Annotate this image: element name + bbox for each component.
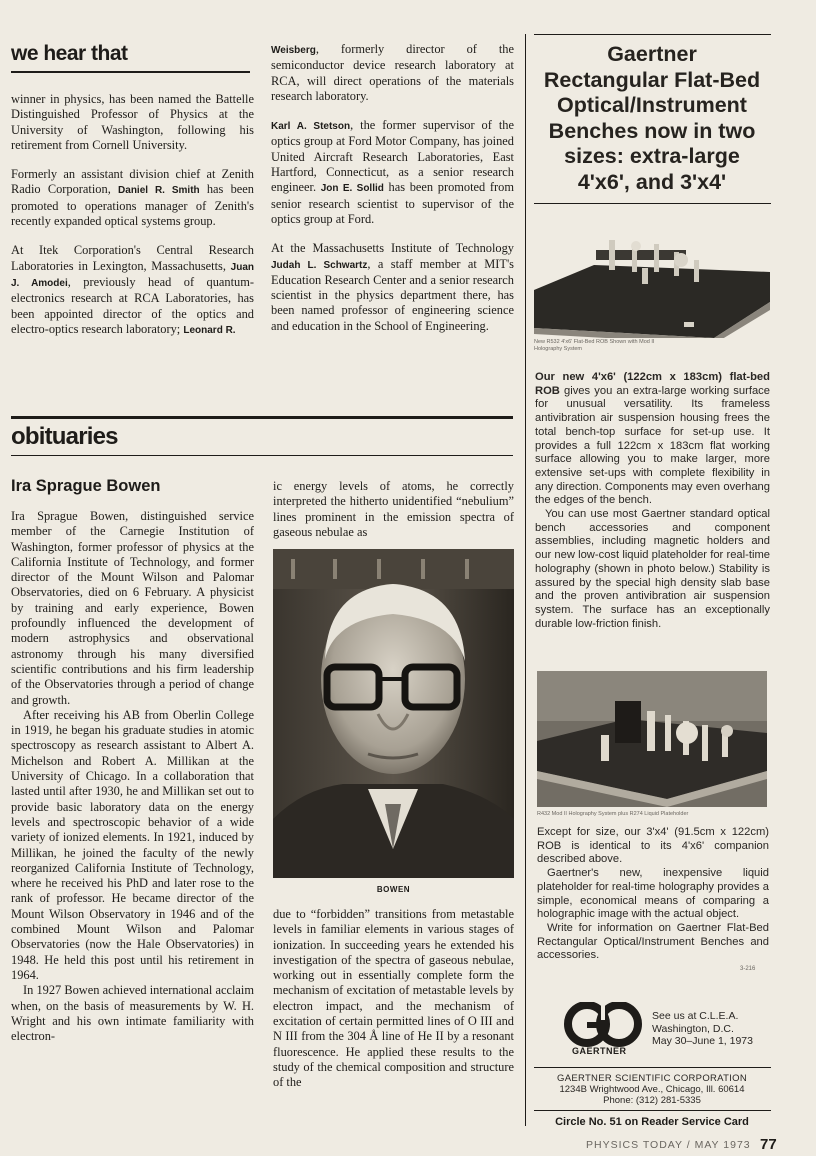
ad-lead: Our new 4'x6' (122cm x 183cm) flat-bed ROB xyxy=(535,371,770,397)
ad-code: 3-216 xyxy=(740,966,756,972)
heading-rule xyxy=(11,71,250,73)
show-info xyxy=(652,1010,753,1048)
journal-footer: PHYSICS TODAY / MAY 1973 xyxy=(586,1139,751,1151)
show-line: Washington, D.C. xyxy=(652,1022,734,1035)
news-item: Karl A. Stetson, the former supervisor of the optics group at Ford Motor Company, has joined United Aircraft Research Laboratories, East Hartford, Connecticut, as a senior research engineer. Jon E. Sollid has been promoted from senior research scientist to supervisor of the optics group at Ford. xyxy=(271,118,514,226)
photo1-caption: New R532 4'x6' Flat-Bed ROB Shown with Mod II Holography System xyxy=(534,339,655,352)
obituaries-heading: obituaries xyxy=(11,423,118,450)
headline-line: 4'x6', and 3'x4' xyxy=(577,169,727,194)
logo-wordmark: GAERTNER xyxy=(572,1046,627,1056)
address-rule xyxy=(534,1067,771,1068)
obituary-column-1 xyxy=(11,509,254,1044)
portrait-image xyxy=(273,549,514,878)
headline-line: sizes: extra-large xyxy=(564,144,740,168)
news-item: winner in physics, has been named the Battelle Distinguished Professor of Physics at the University of Washington, following his retirement from Cornell University. xyxy=(11,92,254,152)
obituary-paragraph: In 1927 Bowen achieved international acclaim when, on the basis of measurements by W. H. Wright and his own intimate familiarity with electron- xyxy=(11,983,254,1044)
person-name: Judah L. Schwartz xyxy=(271,259,368,271)
obituaries-underline xyxy=(11,455,513,456)
obituary-paragraph: After receiving his AB from Oberlin College in 1919, he began his graduate studies in atomic spectroscopy as research assistant to Albert A. Michelson and Robert A. Millikan at the University of Chicago. In a collaboration that lasted until after 1930, he and Millikan set out to provide basic laboratory data on the energy levels and spectroscopic behavior of a wide variety of ionized elements. In 1921, induced by Millikan, he joined the faculty of the newly reorganized California Institute of Technology, where he received his PhD and later rose to the rank of professor. He became director of the Mount Wilson Observatory in 1946 and of the combined Mount Wilson and Palomar Observatories (now the Hale Observatories) in 1948. He held this post until his retirement in 1964. xyxy=(11,707,254,982)
headline-line: Rectangular Flat-Bed xyxy=(543,67,761,92)
ad-paragraph: Our new 4'x6' (122cm x 183cm) flat-bed ROB gives you an extra-large working surface for unusual versatility. Its frameless antivibration air suspension housing frees the total bench-top surface for set-up use. It provides a full 122cm x 183cm flat working surface allowing you to make larger, more extensive set-ups with complete flexibility in any direction. Components may even overhang the edges of the bench. xyxy=(535,371,770,507)
section-heading: we hear that xyxy=(11,42,128,65)
company-address xyxy=(534,1073,770,1106)
person-name: Juan J. Amodei xyxy=(11,261,254,289)
news-item: At Itek Corporation's Central Research Laboratories in Lexington, Massachusetts, Juan J. Amodei, previously head of quantum-electronics research at RCA Laboratories, has been appointed director of the optics and electro-optics research laboratory; Leonard R. xyxy=(11,243,254,336)
bench-image xyxy=(534,210,770,338)
obituary-paragraph: due to “forbidden” transitions from metastable levels in familiar elements in various stages of ionization. In succeeding years he extended his investigation of the spectra of gaseous nebulae, working out in essentially complete form the mechanism of excitation of metastable levels by electron impact, and the mechanism of excitation of certain permitted lines of O III and N III from the 304 Å line of He II by a resonant fluorescence. He applied these results to the study of the chemical composition and structure of the xyxy=(273,907,514,1090)
bench-photo-1 xyxy=(534,210,770,338)
person-name: Karl A. Stetson xyxy=(271,121,351,133)
news-item: Formerly an assistant division chief at Zenith Radio Corporation, Daniel R. Smith has been promoted to operations manager of Zenith's recently expanded optical systems group. xyxy=(11,167,254,229)
ad-paragraph: You can use most Gaertner standard optical bench accessories and component assemblies, including magnetic holders and our new low-cost liquid plateholder for real-time holography (shown in photo below.) Stability is assured by the special high density slab base and the proven antivibration air suspension system. The surface has an exceptionally durable low-friction finish. xyxy=(535,508,770,630)
gg-logo-icon xyxy=(563,1002,643,1047)
ad-paragraph: Except for size, our 3'x4' (91.5cm x 122cm) ROB is identical to its 4'x6' companion described above. xyxy=(537,826,769,866)
ad-paragraph: Write for information on Gaertner Flat-Bed Rectangular Optical/Instrument Benches and accessories. xyxy=(537,921,769,962)
headline-line: Optical/Instrument xyxy=(557,93,747,117)
ad-top-border xyxy=(534,34,771,35)
photo-caption: BOWEN xyxy=(376,885,411,894)
obituary-name: Ira Sprague Bowen xyxy=(11,477,161,495)
bowen-portrait xyxy=(273,549,514,878)
ad-body-1 xyxy=(535,371,770,631)
ad-paragraph: Gaertner's new, inexpensive liquid plateholder for real-time holography provides a simple, economical means of comparing a holographic image with the actual object. xyxy=(537,867,769,921)
headline-line: Gaertner xyxy=(607,42,697,66)
obituary-paragraph: ic energy levels of atoms, he correctly interpreted the hitherto unidentified “nebulium” lines prominent in the emission spectra of gaseous nebulae as xyxy=(273,479,514,539)
person-name: Daniel R. Smith xyxy=(118,185,200,197)
news-item: Weisberg, formerly director of the semiconductor device research laboratory at RCA, will direct operations of the materials research laboratory. xyxy=(271,42,514,103)
company-phone: Phone: (312) 281-5335 xyxy=(603,1095,701,1106)
obituaries-rule xyxy=(11,416,513,419)
obituary-paragraph: Ira Sprague Bowen, distinguished service member of the Carnegie Institution of Washington, former professor of physics at the California Institute of Technology, and former director of the Mount Wilson and Palomar Observatories, died on 6 February. A physicist by training and early experience, Bowen profoundly influenced the development of modern astrophysics and observational astronomy through his many diversified scientific contributions and his firm leadership of the Observatories through a period of change and growth. xyxy=(11,509,254,707)
company-name: GAERTNER SCIENTIFIC CORPORATION xyxy=(557,1073,747,1084)
show-line: See us at C.L.E.A. xyxy=(652,1010,739,1022)
reader-service-rule xyxy=(534,1110,771,1111)
headline-line: Benches now in two xyxy=(548,118,756,143)
show-line: May 30–June 1, 1973 xyxy=(652,1035,753,1047)
person-name: Leonard R. xyxy=(183,324,236,336)
news-item: At the Massachusetts Institute of Technology Judah L. Schwartz, a staff member at MIT's Education Research Center and a senior research scientist in the physics department there, has been named professor of engineering science and education in the School of Engineering. xyxy=(271,241,514,333)
holography-bench-image xyxy=(537,671,767,807)
reader-service: Circle No. 51 on Reader Service Card xyxy=(555,1116,749,1128)
bench-photo-2 xyxy=(537,671,767,807)
obituary-column-2-bottom xyxy=(273,907,514,1091)
person-name: Jon E. Sollid xyxy=(320,183,384,195)
ad-left-border xyxy=(525,34,526,1126)
ad-headline-rule xyxy=(534,203,771,204)
ad-headline xyxy=(528,42,776,195)
obituary-column-2-top xyxy=(273,479,514,540)
photo2-caption: R432 Mod II Holography System plus R274 Liquid Plateholder xyxy=(537,811,689,817)
page-number: 77 xyxy=(760,1136,777,1153)
gaertner-logo xyxy=(563,1002,643,1056)
ad-body-2 xyxy=(537,826,769,963)
news-column-2 xyxy=(271,42,514,348)
company-street: 1234B Wrightwood Ave., Chicago, Ill. 60614 xyxy=(559,1084,745,1095)
news-column-1 xyxy=(11,92,254,352)
person-name: Weisberg xyxy=(271,45,316,56)
